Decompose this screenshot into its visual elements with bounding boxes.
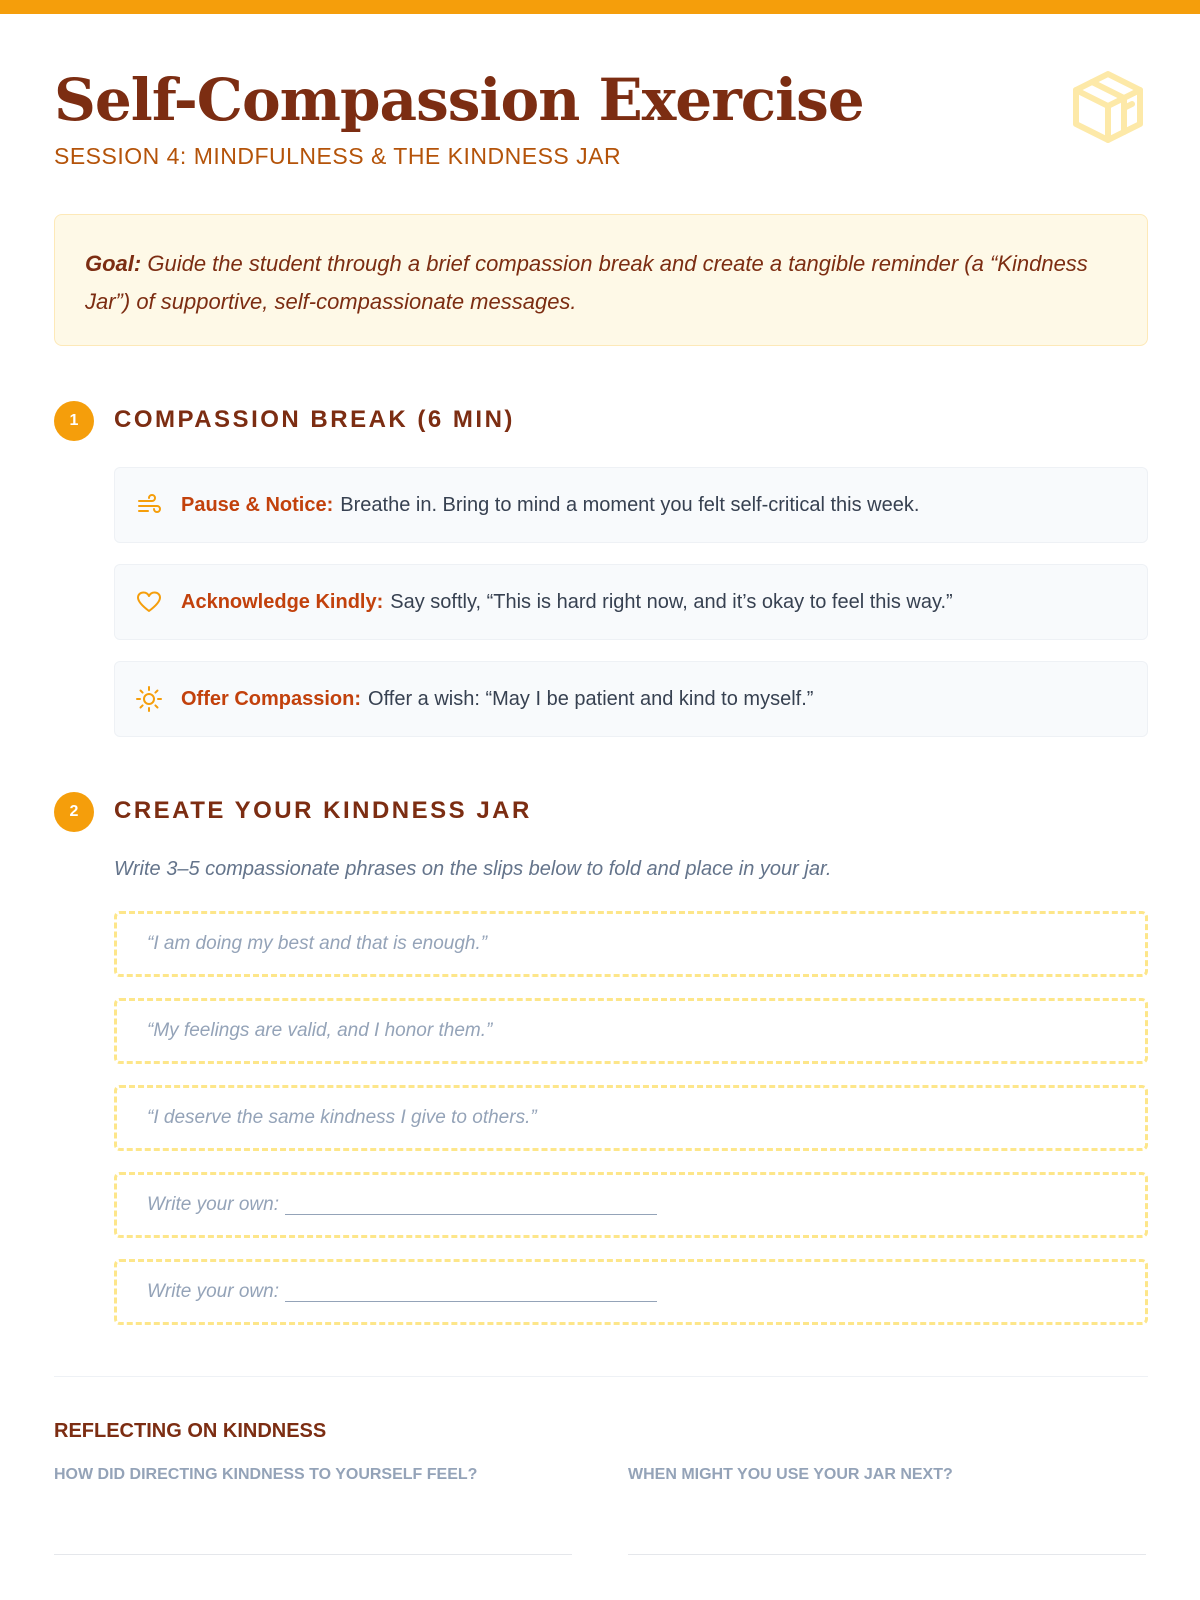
section-divider (54, 1376, 1148, 1377)
answer-line[interactable] (54, 1554, 572, 1555)
kindness-slip: “My feelings are valid, and I honor them.” (114, 998, 1148, 1064)
write-prompt: Write your own: (147, 1281, 279, 1302)
reflection-question: HOW DID DIRECTING KINDNESS TO YOURSELF FEEL? (54, 1466, 478, 1483)
step-text: Say softly, “This is hard right now, and it’s okay to feel this way.” (390, 590, 953, 613)
top-accent-bar (0, 0, 1200, 14)
kindness-slip: “I deserve the same kindness I give to others.” (114, 1085, 1148, 1151)
heart-icon (135, 588, 163, 616)
step-offer-compassion (114, 661, 1148, 737)
goal-text: Guide the student through a brief compassion break and create a tangible reminder (a “Kindness Jar”) of supportive, self-compassionate messages. (85, 251, 1088, 314)
step-pause-notice (114, 467, 1148, 543)
step-label: Pause & Notice: (181, 493, 334, 516)
step-label: Offer Compassion: (181, 687, 362, 710)
wind-icon (135, 491, 163, 519)
step-text: Offer a wish: “May I be patient and kind to myself.” (368, 687, 814, 710)
step-label: Acknowledge Kindly: (181, 590, 384, 613)
sun-icon (135, 685, 163, 713)
answer-line[interactable] (628, 1554, 1146, 1555)
write-your-own-slip[interactable] (114, 1172, 1148, 1238)
section-1-title: COMPASSION BREAK (6 MIN) (114, 406, 515, 433)
reflection-question: WHEN MIGHT YOU USE YOUR JAR NEXT? (628, 1466, 953, 1483)
section-2-title: CREATE YOUR KINDNESS JAR (114, 797, 532, 824)
step-text: Breathe in. Bring to mind a moment you felt self-critical this week. (340, 493, 920, 516)
step-acknowledge-kindly (114, 564, 1148, 640)
jar-box-icon (1068, 68, 1148, 148)
write-your-own-slip[interactable] (114, 1259, 1148, 1325)
page-subtitle: SESSION 4: MINDFULNESS & THE KINDNESS JAR (54, 143, 622, 169)
goal-box (54, 214, 1148, 346)
section-2-badge: 2 (54, 792, 94, 832)
kindness-slip: “I am doing my best and that is enough.” (114, 911, 1148, 977)
section-1-badge: 1 (54, 401, 94, 441)
goal-label: Goal: (85, 251, 142, 276)
write-line[interactable] (285, 1283, 657, 1302)
jar-instruction: Write 3–5 compassionate phrases on the slips below to fold and place in your jar. (114, 858, 832, 880)
write-prompt: Write your own: (147, 1194, 279, 1215)
reflection-title: REFLECTING ON KINDNESS (54, 1420, 327, 1442)
page-title: Self-Compassion Exercise (54, 66, 864, 134)
write-line[interactable] (285, 1196, 657, 1215)
